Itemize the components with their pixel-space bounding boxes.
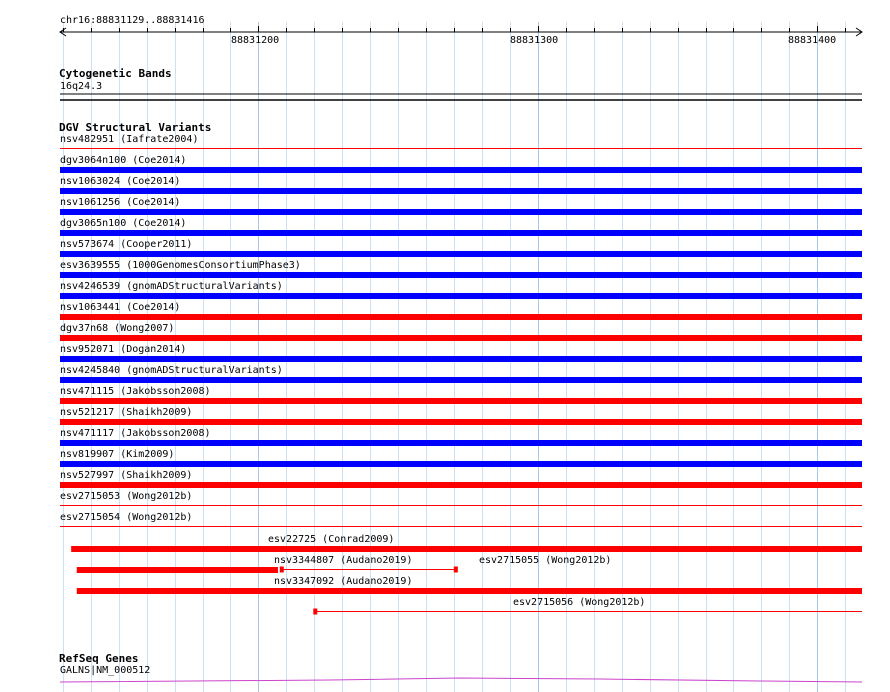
variant-label[interactable]: nsv1061256 (Coe2014) (60, 197, 181, 208)
variant-feature-gain[interactable] (60, 230, 862, 236)
variant-feature-loss[interactable] (60, 419, 862, 425)
cytoband-track-title: Cytogenetic Bands (59, 67, 172, 80)
variant-label[interactable]: nsv1063441 (Coe2014) (60, 302, 181, 313)
variant-label[interactable]: nsv521217 (Shaikh2009) (60, 407, 193, 418)
cytoband-label: 16q24.3 (60, 81, 103, 92)
variant-feature-gain[interactable] (60, 188, 862, 194)
partial-variant-start-marker (280, 567, 284, 573)
partial-variant-bar[interactable] (77, 588, 862, 594)
variant-feature-loss[interactable] (60, 314, 862, 320)
variant-label[interactable]: esv2715054 (Wong2012b) (60, 512, 193, 523)
refseq-track-title: RefSeq Genes (59, 652, 139, 665)
variant-feature-gain[interactable] (60, 377, 862, 383)
variant-label[interactable]: nsv1063024 (Coe2014) (60, 176, 181, 187)
variant-label[interactable]: nsv471115 (Jakobsson2008) (60, 386, 211, 397)
variant-feature-gain[interactable] (60, 440, 862, 446)
partial-variant-start-marker (313, 609, 317, 615)
dgv-track-title: DGV Structural Variants (59, 121, 212, 134)
partial-variant-bar[interactable] (77, 567, 278, 573)
refseq-gene-feature[interactable] (60, 678, 862, 682)
variant-label[interactable]: dgv3065n100 (Coe2014) (60, 218, 187, 229)
variant-feature-loss[interactable] (60, 335, 862, 341)
tick-label-1: 88831200 (231, 35, 280, 46)
coordinate-ruler (60, 26, 862, 36)
partial-variant-label[interactable]: nsv3344807 (Audano2019) (274, 555, 413, 566)
variant-label[interactable]: dgv37n68 (Wong2007) (60, 323, 175, 334)
partial-variant-label[interactable]: esv2715055 (Wong2012b) (479, 555, 612, 566)
partial-variant-bar[interactable] (71, 546, 862, 552)
refseq-gene-label[interactable]: GALNS|NM_000512 (60, 665, 151, 676)
partial-variant-label[interactable]: nsv3347092 (Audano2019) (274, 576, 413, 587)
variant-feature-loss[interactable] (60, 482, 862, 488)
cytoband-track-lines (60, 94, 862, 100)
region-label: chr16:88831129..88831416 (60, 15, 205, 26)
variant-feature-gain[interactable] (60, 461, 862, 467)
variant-feature-gain[interactable] (60, 272, 862, 278)
dgv-partial-variant-features (71, 546, 862, 615)
variant-label[interactable]: nsv573674 (Cooper2011) (60, 239, 193, 250)
tick-label-3: 88831400 (788, 35, 837, 46)
variant-feature-gain[interactable] (60, 209, 862, 215)
tick-label-2: 88831300 (510, 35, 559, 46)
variant-label[interactable]: nsv471117 (Jakobsson2008) (60, 428, 211, 439)
variant-label[interactable]: esv2715053 (Wong2012b) (60, 491, 193, 502)
variant-feature-gain[interactable] (60, 251, 862, 257)
variant-label[interactable]: nsv4245840 (gnomADStructuralVariants) (60, 365, 283, 376)
variant-label[interactable]: esv3639555 (1000GenomesConsortiumPhase3) (60, 260, 301, 271)
variant-label[interactable]: nsv482951 (Iafrate2004) (60, 134, 199, 145)
variant-label[interactable]: nsv819907 (Kim2009) (60, 449, 175, 460)
partial-variant-label[interactable]: esv2715056 (Wong2012b) (513, 597, 646, 608)
variant-feature-gain[interactable] (60, 167, 862, 173)
variant-feature-gain[interactable] (60, 293, 862, 299)
variant-feature-gain[interactable] (60, 356, 862, 362)
variant-label[interactable]: dgv3064n100 (Coe2014) (60, 155, 187, 166)
variant-label[interactable]: nsv527997 (Shaikh2009) (60, 470, 193, 481)
variant-label[interactable]: nsv952071 (Dogan2014) (60, 344, 187, 355)
variant-label[interactable]: nsv4246539 (gnomADStructuralVariants) (60, 281, 283, 292)
partial-variant-label[interactable]: esv22725 (Conrad2009) (268, 534, 395, 545)
partial-variant-end-marker (454, 567, 458, 573)
variant-feature-loss[interactable] (60, 398, 862, 404)
